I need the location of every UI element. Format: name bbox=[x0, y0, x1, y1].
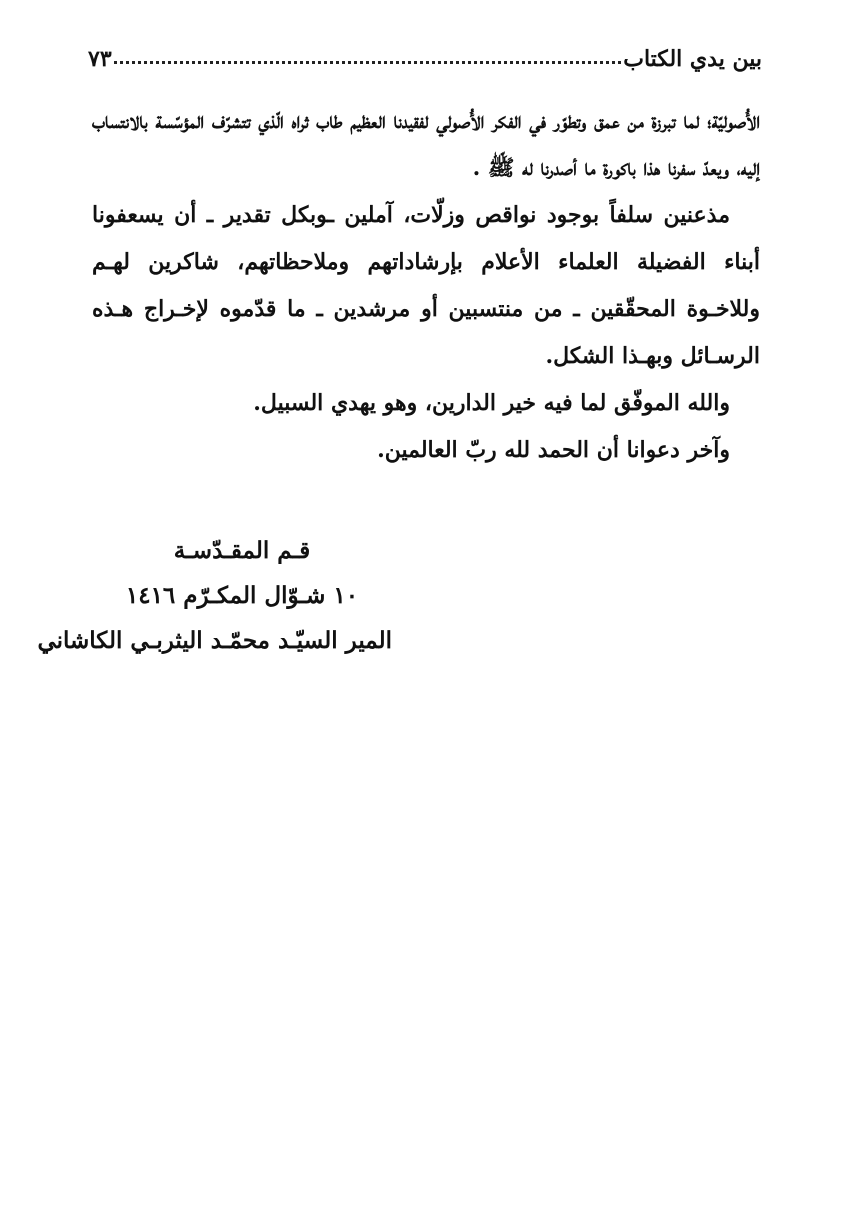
signature-name: المير السيّـد محمّـد اليثربـي الكاشاني bbox=[37, 627, 392, 654]
signature-block bbox=[37, 528, 392, 663]
signature-date: ١٠ شـوّال المكـرّم ١٤١٦ bbox=[125, 582, 359, 609]
page-number: ٧٣ bbox=[88, 46, 112, 72]
closing-line: والله الموفّق لما فيه خير الدارين، وهو يهدي السبيل. bbox=[253, 390, 730, 416]
running-title: بين يدي الكتاب bbox=[623, 46, 762, 72]
body-text bbox=[92, 98, 760, 474]
signature-place: قـم المقـدّسـة bbox=[173, 537, 311, 564]
leader-dots bbox=[114, 61, 622, 64]
paragraph: الأُصوليّة؛ لما تبرزة من عمق وتطوّر في الفكر الأُصولي لفقيدنا العظيم طاب ثراه الّذي تتشرّف المؤسّسة بالانتساب إليه، ويعدّ سفرنا هذا باكورة ما أصدرنا له ﷺ . bbox=[92, 108, 760, 181]
paragraph: مذعنين سلفاً بوجود نواقص وزلّات، آملين ـوبكل تقدير ـ أن يسعفونا أبناء الفضيلة العلماء الأعلام بإرشاداتهم وملاحظاتهم، شاكرين لهـم وللاخـوة المحقّقين ـ من منتسبين أو مرشدين ـ ما قدّموه لإخـراج هـذه الرسـائل وبهـذا الشكل. bbox=[92, 202, 760, 369]
closing-line: وآخر دعوانا أن الحمد لله ربّ العالمين. bbox=[377, 437, 730, 463]
running-header bbox=[88, 34, 762, 70]
